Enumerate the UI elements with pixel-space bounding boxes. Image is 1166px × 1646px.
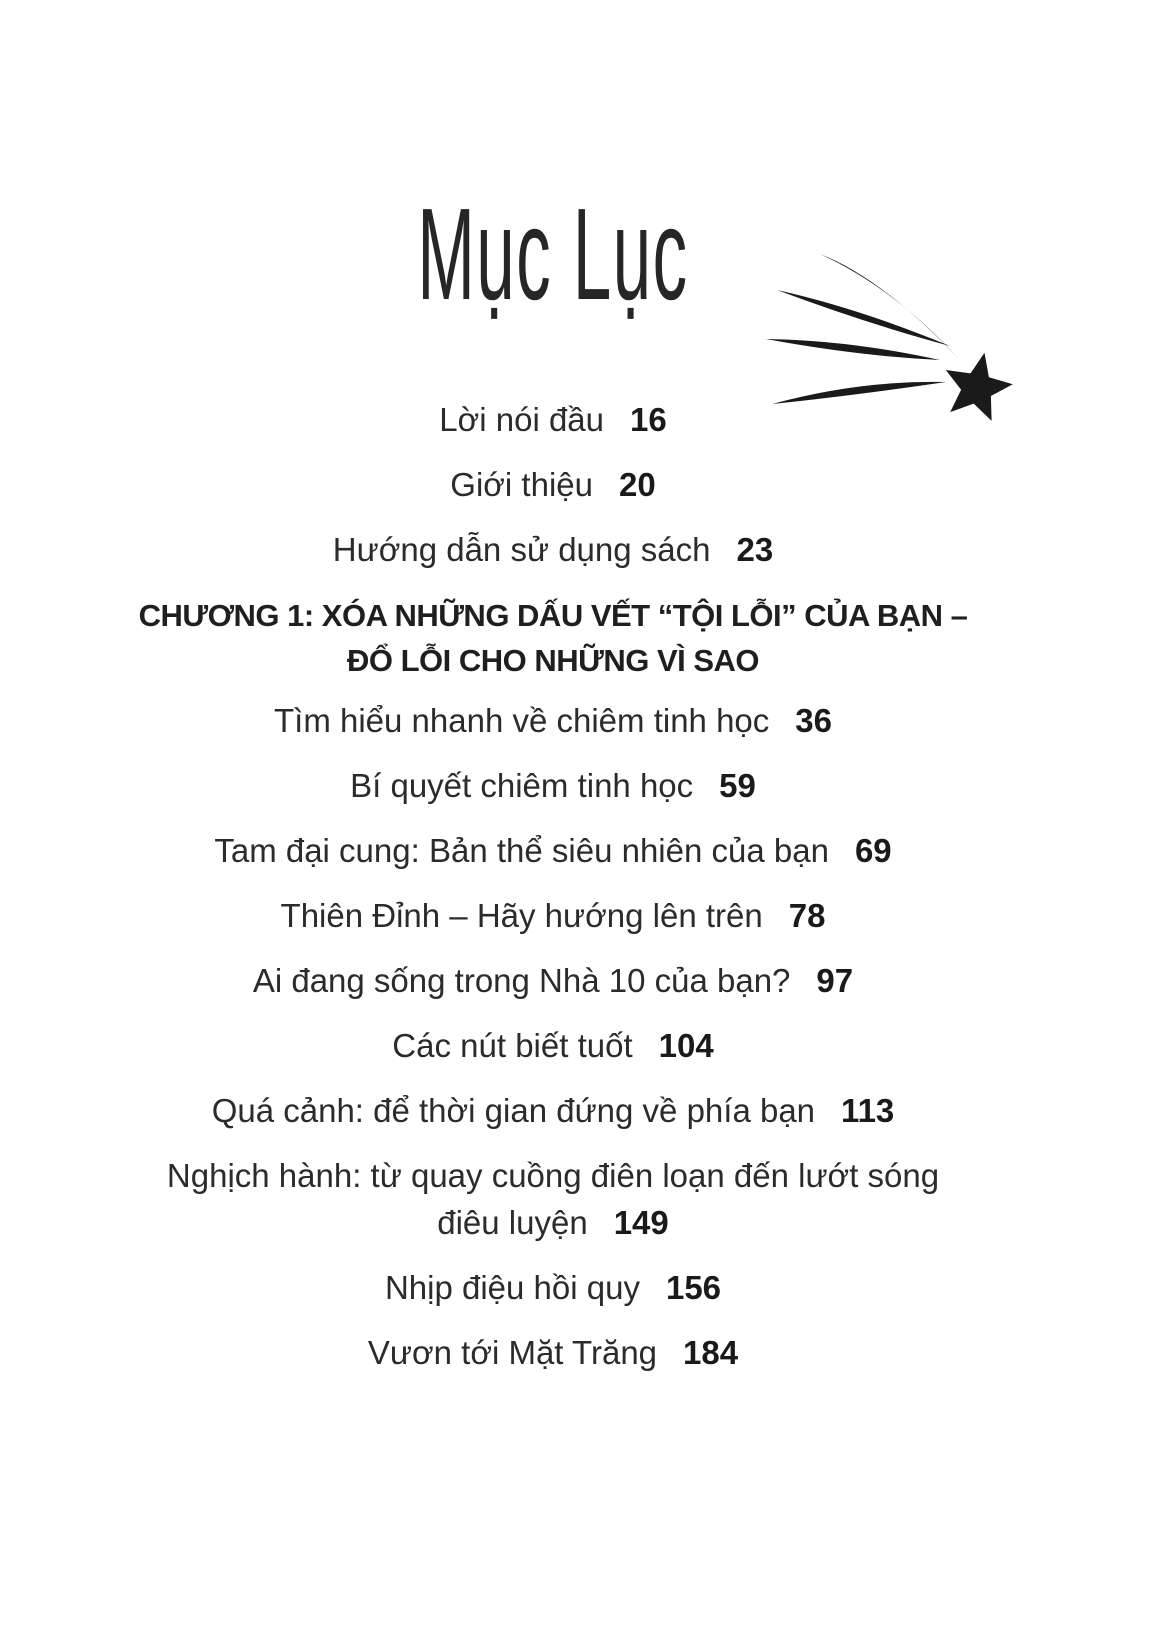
toc-entry — [0, 957, 1106, 1004]
star-trail — [777, 290, 950, 346]
toc-entry-page: 36 — [795, 702, 832, 739]
toc-entry — [0, 1152, 1106, 1246]
toc-entry — [0, 1022, 1106, 1069]
toc-entry — [0, 827, 1106, 874]
toc-entry-label: điêu luyện — [437, 1204, 588, 1241]
toc-entry-page: 16 — [630, 401, 667, 438]
toc-entry-page: 23 — [736, 531, 774, 568]
toc-entry-page: 97 — [816, 962, 854, 999]
toc-entry-label: Nghịch hành: từ quay cuồng điên loạn đến lướt sóng — [166, 1157, 940, 1194]
toc-entry — [0, 1087, 1106, 1134]
chapter-heading-line: CHƯƠNG 1: XÓA NHỮNG DẤU VẾT “TỘI LỖI” CỦA BẠN – — [138, 598, 968, 633]
toc-entry — [0, 526, 1106, 573]
toc-entry-label: Tìm hiểu nhanh về chiêm tinh học — [274, 702, 770, 739]
toc-entry-label: Vươn tới Mặt Trăng — [367, 1334, 658, 1371]
page-title: Mục Lục — [417, 182, 689, 328]
toc-entry-label: Các nút biết tuốt — [392, 1027, 633, 1064]
toc-entry — [0, 1329, 1106, 1376]
toc-entry-page: 20 — [618, 466, 656, 503]
toc-entry — [0, 762, 1106, 809]
toc-entry — [0, 461, 1106, 508]
toc-entry-page: 184 — [683, 1334, 739, 1371]
toc-entry-page: 104 — [658, 1027, 714, 1064]
toc-entry — [0, 1264, 1106, 1311]
toc-entry-label: Tam đại cung: Bản thể siêu nhiên của bạn — [214, 832, 829, 869]
toc-entry-page: 78 — [788, 897, 826, 934]
toc-entry-label: Ai đang sống trong Nhà 10 của bạn? — [252, 962, 791, 999]
toc-entries — [0, 396, 1106, 1394]
toc-entry-label: Nhịp điệu hồi quy — [384, 1269, 640, 1306]
toc-entry — [0, 892, 1106, 939]
toc-entry-label: Thiên Đỉnh – Hãy hướng lên trên — [280, 897, 763, 934]
star-trail — [766, 339, 940, 360]
toc-entry-page: 149 — [613, 1204, 669, 1241]
toc-entry — [0, 697, 1106, 744]
toc-entry-label: Hướng dẫn sử dụng sách — [332, 531, 711, 568]
chapter-heading-line: ĐỔ LỖI CHO NHỮNG VÌ SAO — [346, 643, 760, 678]
toc-entry-label: Quá cảnh: để thời gian đứng về phía bạn — [211, 1092, 816, 1129]
toc-entry-page: 69 — [854, 832, 892, 869]
toc-entry-page: 59 — [719, 767, 756, 804]
toc-entry-label: Bí quyết chiêm tinh học — [350, 767, 694, 804]
toc-entry — [0, 396, 1106, 443]
toc-entry-page: 156 — [665, 1269, 722, 1306]
toc-entry-label: Giới thiệu — [450, 466, 593, 503]
toc-entry-page: 113 — [841, 1092, 895, 1129]
chapter-heading — [0, 593, 1106, 683]
toc-entry-label: Lời nói đầu — [439, 401, 605, 438]
